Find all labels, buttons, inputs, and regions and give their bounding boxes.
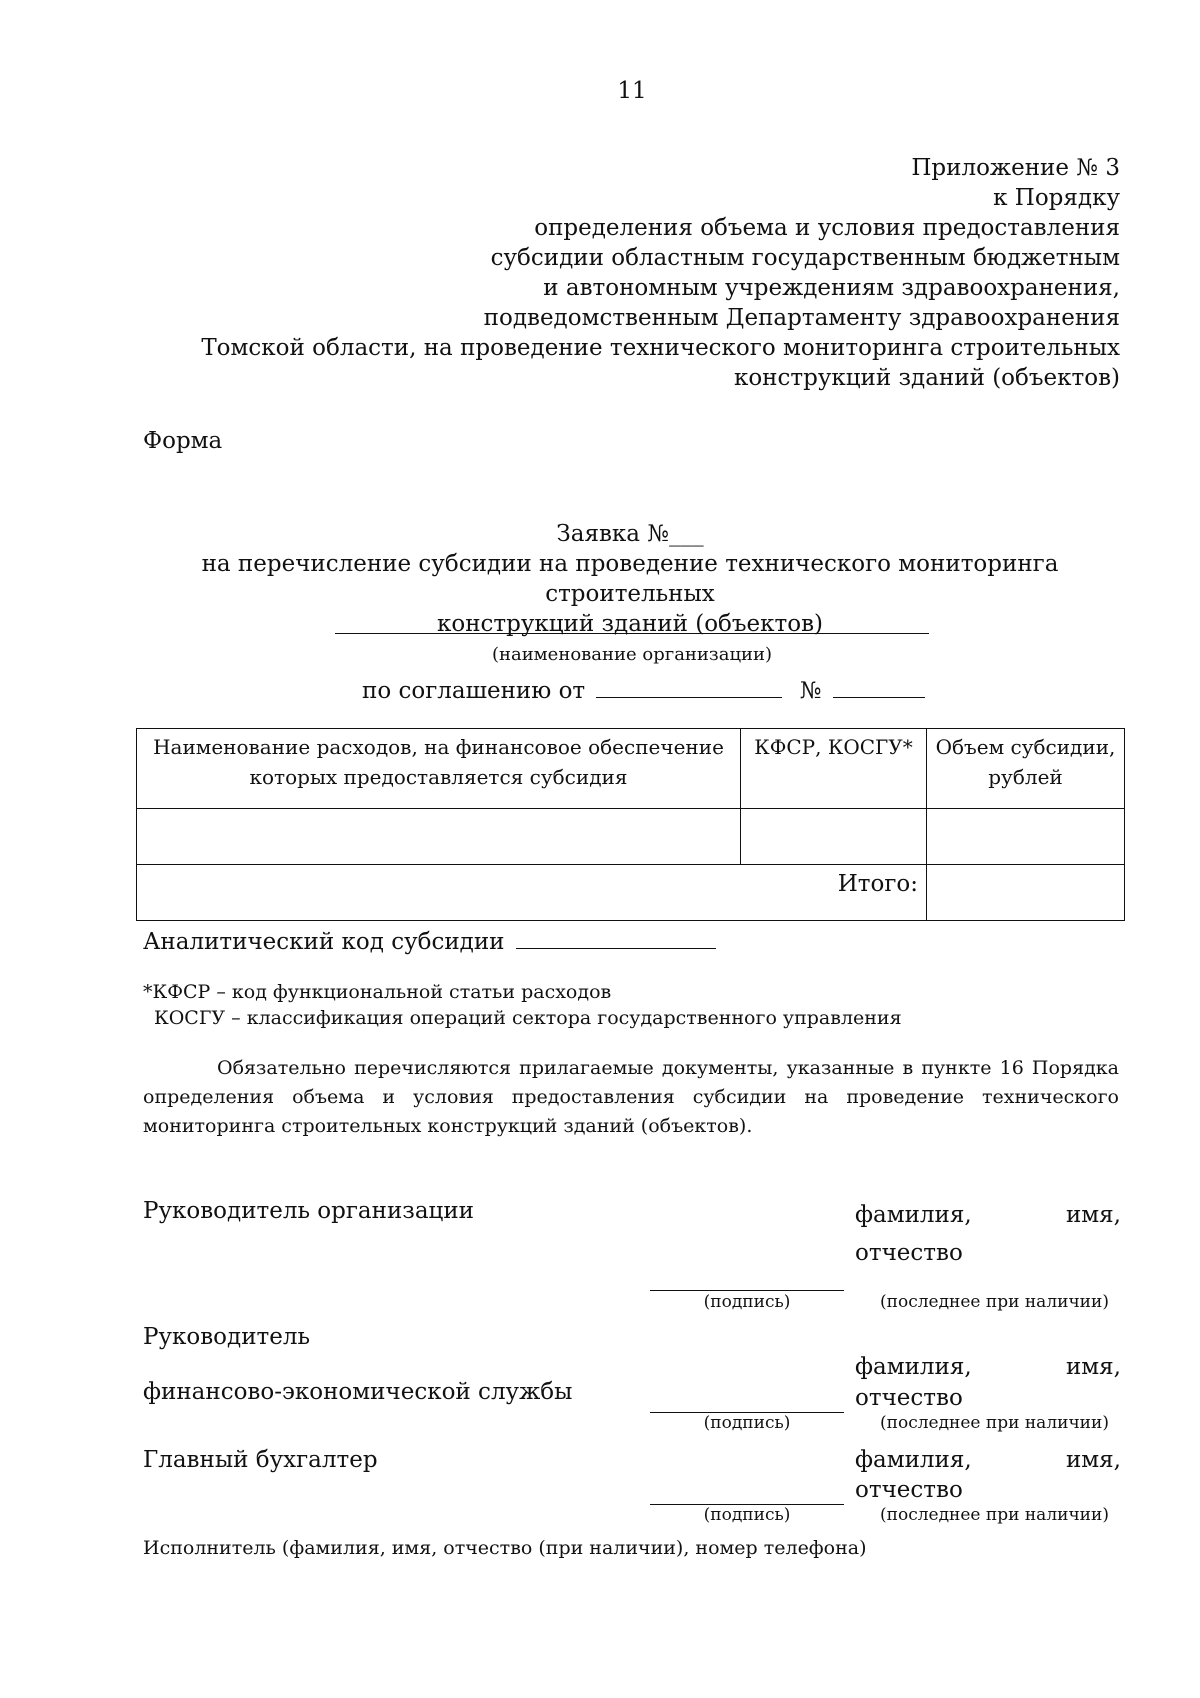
appendix-line: конструкций зданий (объектов) <box>733 365 1120 391</box>
head-fio-patronymic: отчество <box>855 1240 963 1266</box>
head-fio-surname: фамилия, <box>855 1202 972 1228</box>
agreement-line <box>362 673 925 706</box>
table-total-row <box>137 865 1125 921</box>
expenses-table <box>136 728 1125 921</box>
head-label: Руководитель организации <box>143 1198 474 1224</box>
appendix-block <box>200 153 1120 393</box>
analytic-code-field[interactable] <box>516 924 716 949</box>
appendix-line: подведомственным Департаменту здравоохранения <box>483 305 1120 331</box>
expense-name-cell[interactable] <box>137 809 741 865</box>
accountant-fio-surname: фамилия, <box>855 1447 972 1473</box>
request-title <box>136 519 1124 639</box>
head-fio <box>855 1200 1121 1230</box>
header-subsidy-amount: Объем субсидии, рублей <box>927 729 1125 809</box>
head-fio-caption: (последнее при наличии) <box>880 1292 1109 1312</box>
appendix-line: субсидии областным государственным бюджетным <box>490 245 1120 271</box>
documents-paragraph: Обязательно перечисляются прилагаемые документы, указанные в пункте 16 Порядка определения объема и условия предоставления субсидии на проведение технического мониторинга строительных конструкций зданий (объектов). <box>143 1057 1119 1137</box>
finance-fio-name: имя, <box>1065 1354 1121 1380</box>
request-title-line: на перечисление субсидии на проведение технического мониторинга строительных <box>201 551 1059 607</box>
accountant-signature-caption: (подпись) <box>703 1505 791 1525</box>
appendix-line: Приложение № 3 <box>911 155 1120 181</box>
accountant-fio-caption: (последнее при наличии) <box>880 1505 1109 1525</box>
head-signature-caption: (подпись) <box>703 1292 791 1312</box>
head-fio-name: имя, <box>1065 1202 1121 1228</box>
accountant-fio-patronymic: отчество <box>855 1477 963 1503</box>
footnote-kfsr: *КФСР – код функциональной статьи расходов <box>143 981 612 1003</box>
finance-label-line1: Руководитель <box>143 1324 310 1350</box>
table-row <box>137 809 1125 865</box>
organization-name-field[interactable] <box>335 633 929 634</box>
head-signature-field[interactable] <box>650 1290 844 1291</box>
finance-fio-surname: фамилия, <box>855 1354 972 1380</box>
agreement-number-sign: № <box>799 678 822 704</box>
organization-caption: (наименование организации) <box>491 644 773 665</box>
kfsr-kosgu-cell[interactable] <box>741 809 927 865</box>
finance-fio <box>855 1352 1121 1382</box>
executor-line: Исполнитель (фамилия, имя, отчество (при наличии), номер телефона) <box>143 1537 867 1559</box>
subsidy-amount-cell[interactable] <box>927 809 1125 865</box>
total-amount-cell[interactable] <box>927 865 1125 921</box>
finance-signature-caption: (подпись) <box>703 1413 791 1433</box>
analytic-code-line <box>143 924 716 957</box>
form-label: Форма <box>143 428 223 454</box>
footnote-kosgu: КОСГУ – классификация операций сектора государственного управления <box>154 1007 902 1029</box>
analytic-code-label: Аналитический код субсидии <box>143 929 505 955</box>
appendix-line: Томской области, на проведение технического мониторинга строительных <box>201 335 1120 361</box>
request-title-number: Заявка №___ <box>556 521 704 547</box>
agreement-prefix: по соглашению от <box>362 678 586 704</box>
total-label: Итого: <box>137 865 927 921</box>
appendix-line: и автономным учреждениям здравоохранения, <box>543 275 1120 301</box>
finance-fio-caption: (последнее при наличии) <box>880 1413 1109 1433</box>
table-header-row <box>137 729 1125 809</box>
accountant-fio <box>855 1445 1121 1475</box>
accountant-label: Главный бухгалтер <box>143 1447 378 1473</box>
finance-label-line2: финансово-экономической службы <box>143 1379 573 1405</box>
agreement-date-field[interactable] <box>596 673 782 698</box>
appendix-line: к Порядку <box>993 185 1120 211</box>
header-expense-name: Наименование расходов, на финансовое обеспечение которых предоставляется субсидия <box>137 729 741 809</box>
accountant-fio-name: имя, <box>1065 1447 1121 1473</box>
finance-fio-patronymic: отчество <box>855 1385 963 1411</box>
page-number: 11 <box>617 78 647 104</box>
header-kfsr-kosgu: КФСР, КОСГУ* <box>741 729 927 809</box>
appendix-line: определения объема и условия предоставления <box>534 215 1120 241</box>
request-title-line: конструкций зданий (объектов) <box>436 611 824 637</box>
agreement-number-field[interactable] <box>833 673 925 698</box>
